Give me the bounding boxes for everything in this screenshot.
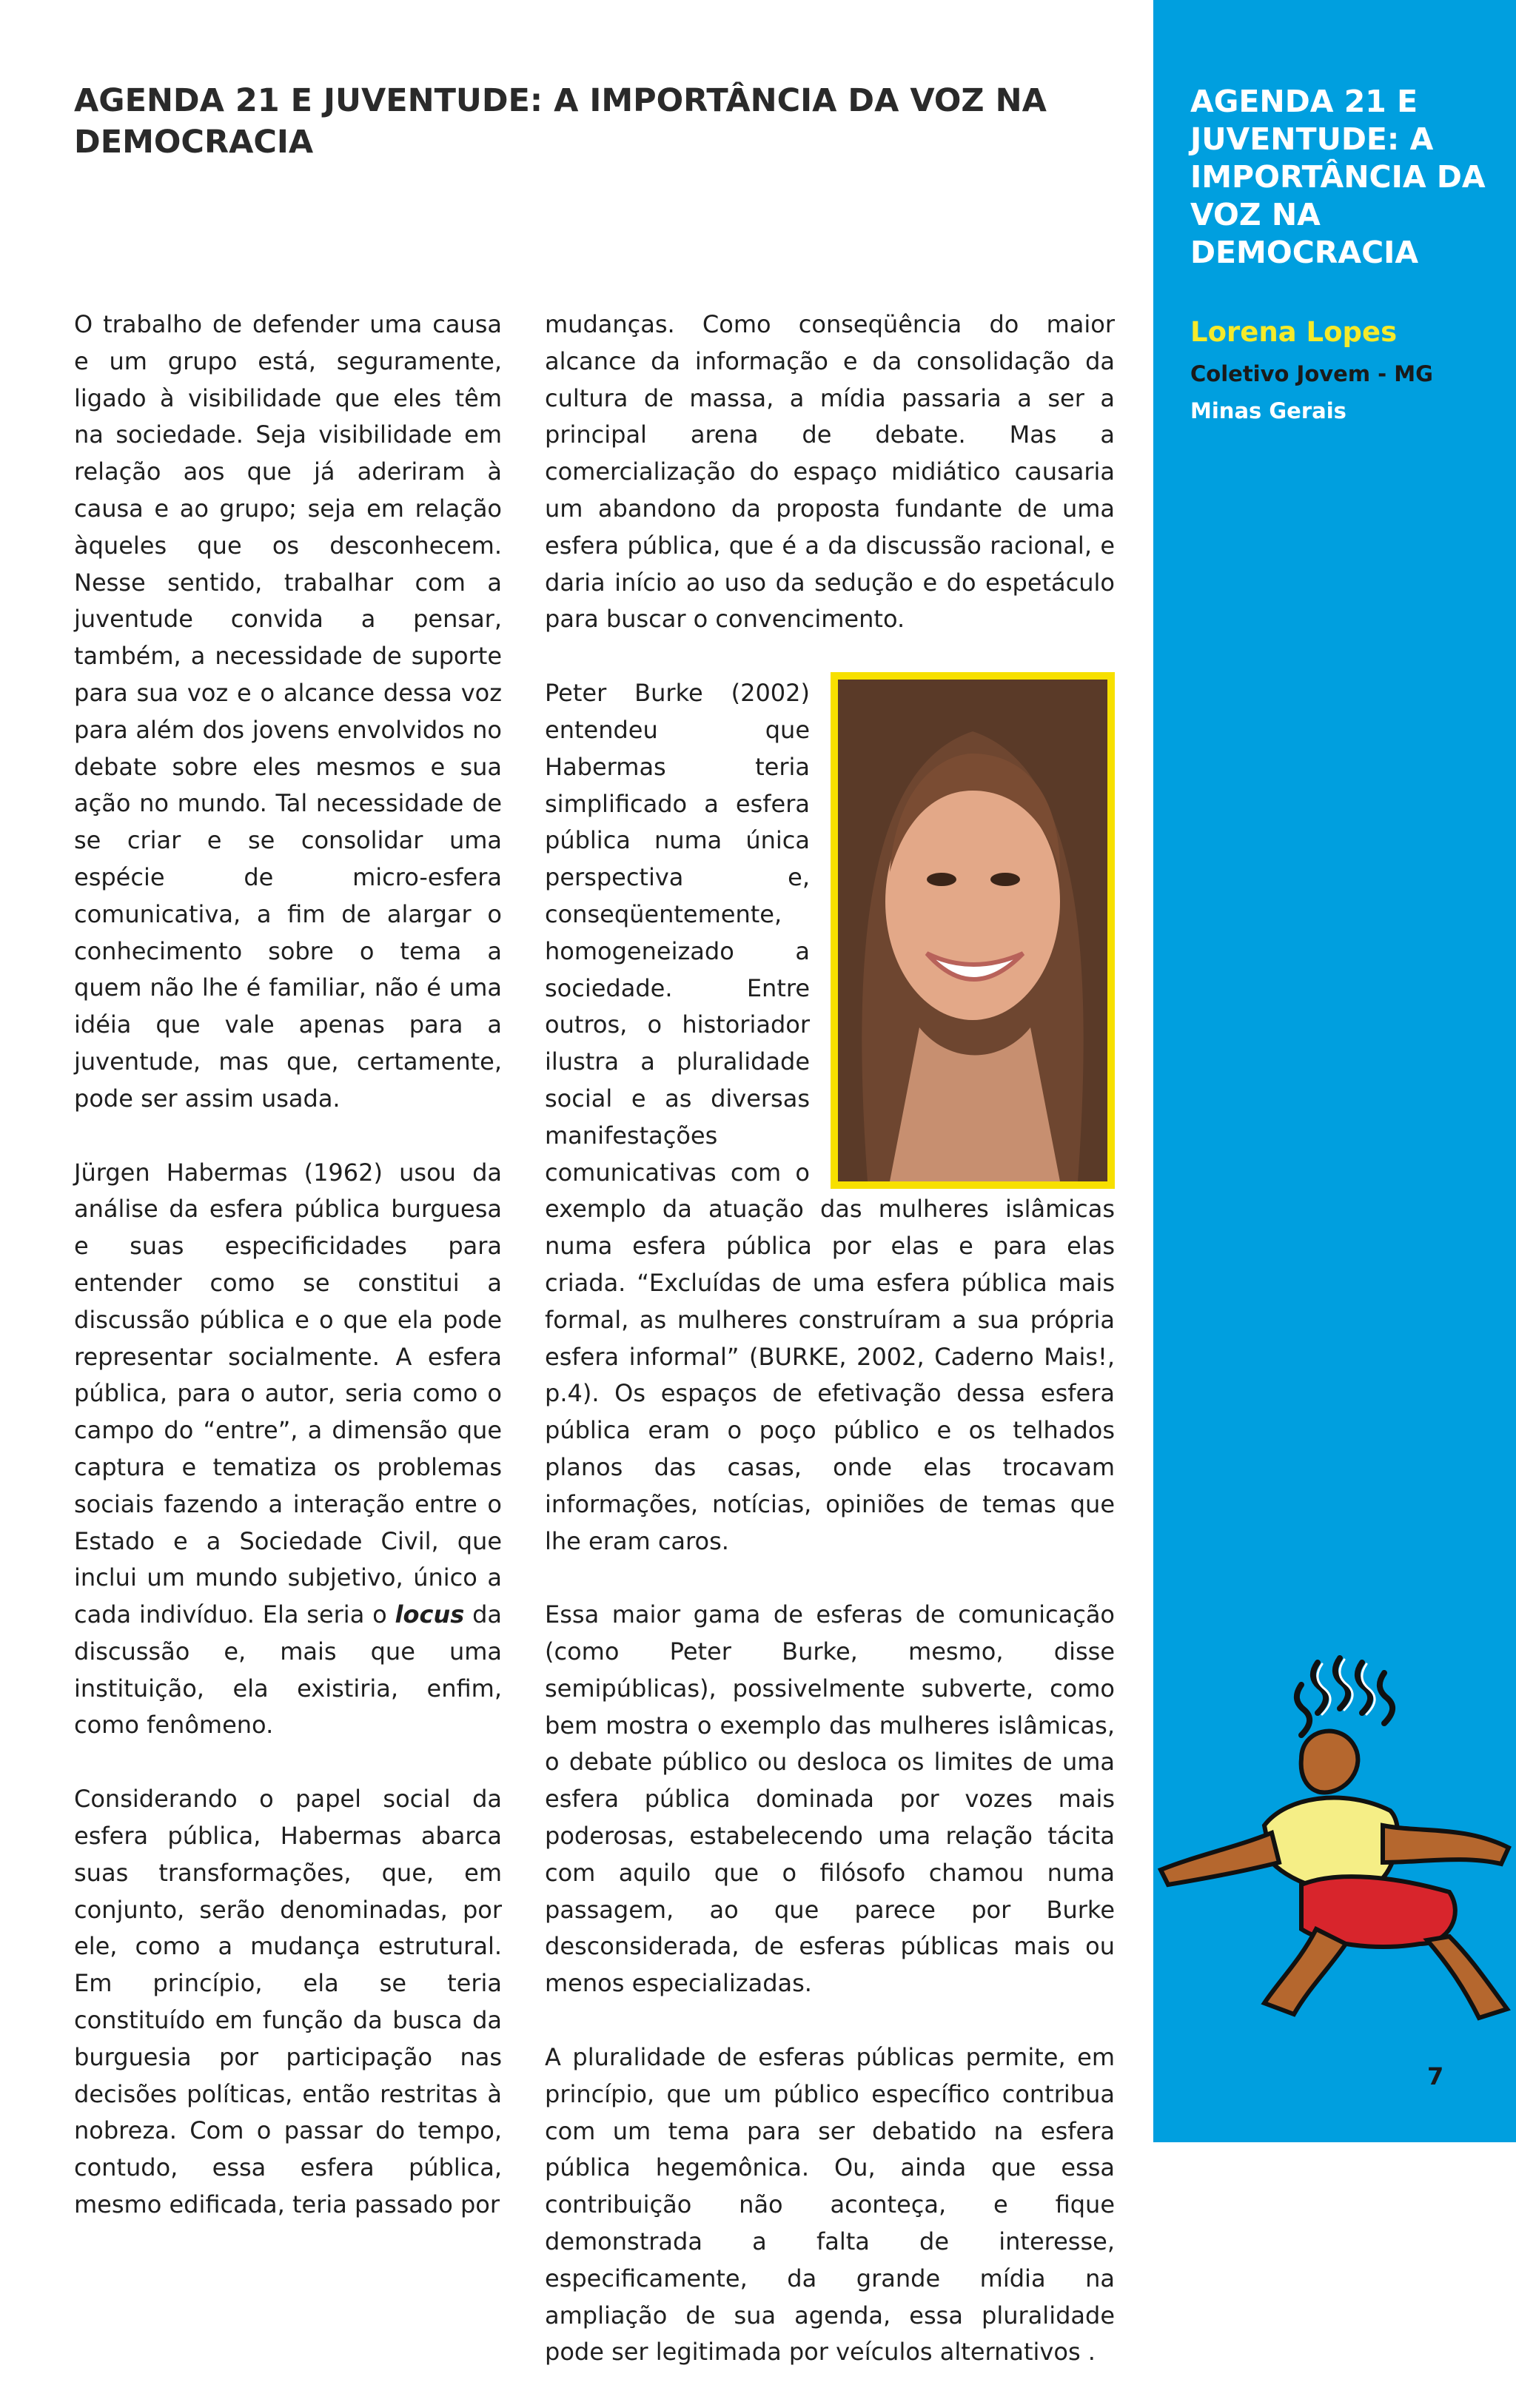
paragraph-text: da discussão e, mais que uma instituição, ela existiria, enfim, como fenômeno.	[74, 1600, 503, 1740]
paragraph: Peter Burke (2002) entendeu que Habermas teria simplificado a esfera pública numa única perspectiva e, conseqüentemente, homogeneizado a sociedade. Entre outros, o historiador ilustra a pluralidade social e as diversas manifestações comunicativas com o exemplo da atuação das mulheres islâmicas numa esfera pública por elas e para elas criada. “Excluídas de uma esfera pública mais formal, as mulheres construíram a sua própria esfera informal” (BURKE, 2002, Caderno Mais!, p.4). Os espaços de efetivação dessa esfera pública eram o poço público e os telhados planos das casas, onde elas trocavam informações, notícias, opiniões de temas que lhe eram caros.	[545, 679, 1115, 1555]
paragraph: O trabalho de defender uma causa e um grupo está, seguramente, ligado à visibilidade que eles têm na sociedade. Seja visibilidade em relação aos que já aderiram à causa e ao grupo; seja em relação àqueles que os desconhecem. Nesse sentido, trabalhar com a juventude convida a pensar, também, a necessidade de suporte para sua voz e o alcance dessa voz para além dos jovens envolvidos no debate sobre eles mesmos e sua ação no mundo. Tal necessidade de se criar e se consolidar uma espécie de micro-esfera comunicativa, a fim de alargar o conhecimento sobre o tema a quem não lhe é familiar, não é uma idéia que vale apenas para a juventude, mas que, certamente, pode ser assim usada.	[74, 310, 502, 1113]
author-group: Coletivo Jovem - MG	[1190, 361, 1433, 386]
middle-text-column	[545, 306, 1115, 2408]
paragraph: A pluralidade de esferas públicas permite, em princípio, que um público específico contribua com um tema para ser debatido na esfera pública hegemônica. Ou, ainda que essa contribuição não aconteça, e fique demonstrada a falta de interesse, especificamente, da grande mídia na ampliação de sua agenda, essa pluralidade pode ser legitimada por veículos alternativos .	[545, 2043, 1115, 2367]
emphasized-term: locus	[395, 1600, 465, 1629]
author-photo	[831, 672, 1115, 1189]
author-name: Lorena Lopes	[1190, 316, 1398, 348]
author-place: Minas Gerais	[1190, 398, 1346, 423]
dancing-figure-illustration	[1153, 1648, 1516, 2033]
page-number: 7	[1427, 2062, 1444, 2090]
paragraph	[74, 1155, 502, 1745]
paragraph: Considerando o papel social da esfera pública, Habermas abarca suas transformações, que, em conjunto, serão denominadas, por ele, como a mudança estrutural. Em princípio, ela se teria constituído em função da busca da burguesia por participação nas decisões políticas, então restritas à nobreza. Com o passar do tempo, contudo, essa esfera pública, mesmo edificada, teria passado por	[74, 1785, 502, 2219]
article-title: AGENDA 21 E JUVENTUDE: A IMPORTÂNCIA DA VOZ NA DEMOCRACIA	[74, 82, 1047, 161]
paragraph: mudanças. Como conseqüência do maior alcance da informação e da consolidação da cultura de massa, a mídia passaria a ser a principal arena de debate. Mas a comercialização do espaço midiático causaria um abandono da proposta fundante de uma esfera pública, que é a da discussão racional, e daria início ao uso da sedução e do espetáculo para buscar o convencimento.	[545, 310, 1115, 634]
portrait-image	[838, 680, 1107, 1181]
sidebar-title: AGENDA 21 E JUVENTUDE: A IMPORTÂNCIA DA VOZ NA DEMOCRACIA	[1190, 84, 1486, 270]
left-text-column	[74, 306, 502, 2261]
paragraph: Essa maior gama de esferas de comunicação (como Peter Burke, mesmo, disse semipúblicas), possivelmente subverte, como bem mostra o exemplo das mulheres islâmicas, o debate público ou desloca os limites de uma esfera pública dominada por vozes mais poderosas, estabelecendo uma relação tácita com aquilo que o filósofo chamou numa passagem, ao que parece por Burke desconsiderada, de esferas públicas mais ou menos especializadas.	[545, 1600, 1115, 1998]
paragraph-text: Jürgen Habermas (1962) usou da análise da esfera pública burguesa e suas especificidades para entender como se constitui a discussão pública e o que ela pode representar socialmente. A esfera pública, para o autor, seria como o campo do “entre”, a dimensão que captura e tematiza os problemas sociais fazendo a interação entre o Estado e a Sociedade Civil, que inclui um mundo subjetivo, único a cada indivíduo. Ela seria o	[74, 1158, 502, 1629]
